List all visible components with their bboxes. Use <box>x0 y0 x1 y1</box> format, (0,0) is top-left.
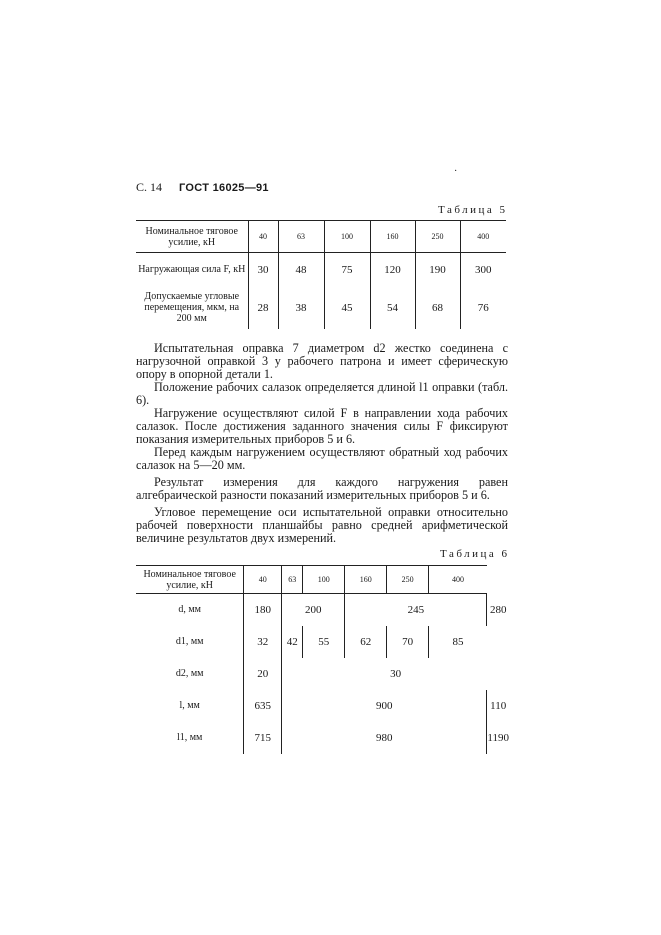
table5-cell: 68 <box>415 287 460 329</box>
page-number: С. 14 <box>136 180 163 194</box>
table-row <box>136 594 509 626</box>
body-text <box>136 342 508 545</box>
table-row <box>136 658 509 690</box>
table5-row-label: Нагружающая сила F, кН <box>138 264 246 276</box>
table6-cell: 900 <box>282 690 487 722</box>
table5-cell: 76 <box>460 287 506 329</box>
table5-header-row <box>136 221 506 253</box>
table6-cell: 715 <box>244 722 282 754</box>
table5 <box>136 220 506 329</box>
table6-col: 250 <box>387 566 429 594</box>
standard-number: ГОСТ 16025—91 <box>179 182 269 194</box>
table6-cell: 30 <box>282 658 509 690</box>
table6-row-label: d1, мм <box>175 636 204 647</box>
table6-header-label: Номинальное тяговое усилие, кН <box>136 566 244 594</box>
table5-cell: 120 <box>370 253 415 287</box>
table5-cell: 54 <box>370 287 415 329</box>
paragraph: Положение рабочих салазок определяется длиной l1 оправки (табл. 6). <box>136 380 508 407</box>
table6-cell: 280 <box>487 594 509 626</box>
table-row <box>136 722 509 754</box>
table-row <box>136 287 506 329</box>
table5-cell: 28 <box>248 287 278 329</box>
table5-cell: 190 <box>415 253 460 287</box>
table6-cell: 70 <box>387 626 429 658</box>
table5-col: 400 <box>460 221 506 253</box>
table5-cell: 75 <box>324 253 370 287</box>
table6-cell: 110 <box>487 690 509 722</box>
table6-col: 63 <box>282 566 303 594</box>
paragraph: Нагружение осуществляют силой F в направлении хода рабочих салазок. После достижения заданного значения силы F фиксируют показания измерительных приборов 5 и 6. <box>136 406 508 446</box>
table5-col: 40 <box>248 221 278 253</box>
table6-cell: 635 <box>244 690 282 722</box>
table6-row-label: d2, мм <box>175 668 204 679</box>
table6-row-label: l, мм <box>179 700 200 711</box>
table5-header-label: Номинальное тяговое усилие, кН <box>136 221 248 253</box>
table5-col: 63 <box>278 221 324 253</box>
scan-speck: · <box>454 166 458 177</box>
table6-cell: 1190 <box>487 722 509 754</box>
table-row <box>136 253 506 287</box>
table5-cell: 48 <box>278 253 324 287</box>
table6-caption: Таблица 6 <box>440 548 510 560</box>
paragraph: Результат измерения для каждого нагружения равен алгебраической разности показаний измерительных приборов 5 и 6. <box>136 475 508 502</box>
paragraph: Перед каждым нагружением осуществляют обратный ход рабочих салазок на 5—20 мм. <box>136 445 508 472</box>
table6-col: 400 <box>429 566 487 594</box>
table6-cell: 245 <box>345 594 487 626</box>
table6 <box>136 565 509 754</box>
table6-cell: 62 <box>345 626 387 658</box>
table5-cell: 300 <box>460 253 506 287</box>
table5-cell: 30 <box>248 253 278 287</box>
table-row <box>136 690 509 722</box>
table6-cell: 20 <box>244 658 282 690</box>
table6-cell: 980 <box>282 722 487 754</box>
paragraph: Угловое перемещение оси испытательной оправки относительно рабочей поверхности планшайбы равно средней арифметической величине результатов двух измерений. <box>136 505 508 545</box>
table6-header-row <box>136 566 509 594</box>
table5-col: 100 <box>324 221 370 253</box>
table6-cell: 85 <box>429 626 487 658</box>
table6-col: 160 <box>345 566 387 594</box>
table6-row-label: l1, мм <box>176 732 203 743</box>
page-header <box>136 180 269 195</box>
table5-col: 160 <box>370 221 415 253</box>
table5-caption: Таблица 5 <box>438 204 508 216</box>
table6-row-label: d, мм <box>178 604 201 616</box>
table6-cell: 200 <box>282 594 345 626</box>
table6-cell: 42 <box>282 626 303 658</box>
table6-cell: 180 <box>244 594 282 626</box>
table-row <box>136 626 509 658</box>
table5-col: 250 <box>415 221 460 253</box>
table6-cell: 32 <box>244 626 282 658</box>
table6-col: 100 <box>303 566 345 594</box>
table6-cell: 55 <box>303 626 345 658</box>
table5-cell: 38 <box>278 287 324 329</box>
paragraph: Испытательная оправка 7 диаметром d2 жестко соединена с нагрузочной оправкой 3 у рабочего патрона и имеет сферическую опору в опорной детали 1. <box>136 341 508 381</box>
table5-row-label: Допускаемые угловые перемещения, мкм, на 200 мм <box>144 291 240 324</box>
table6-col: 40 <box>244 566 282 594</box>
table5-cell: 45 <box>324 287 370 329</box>
